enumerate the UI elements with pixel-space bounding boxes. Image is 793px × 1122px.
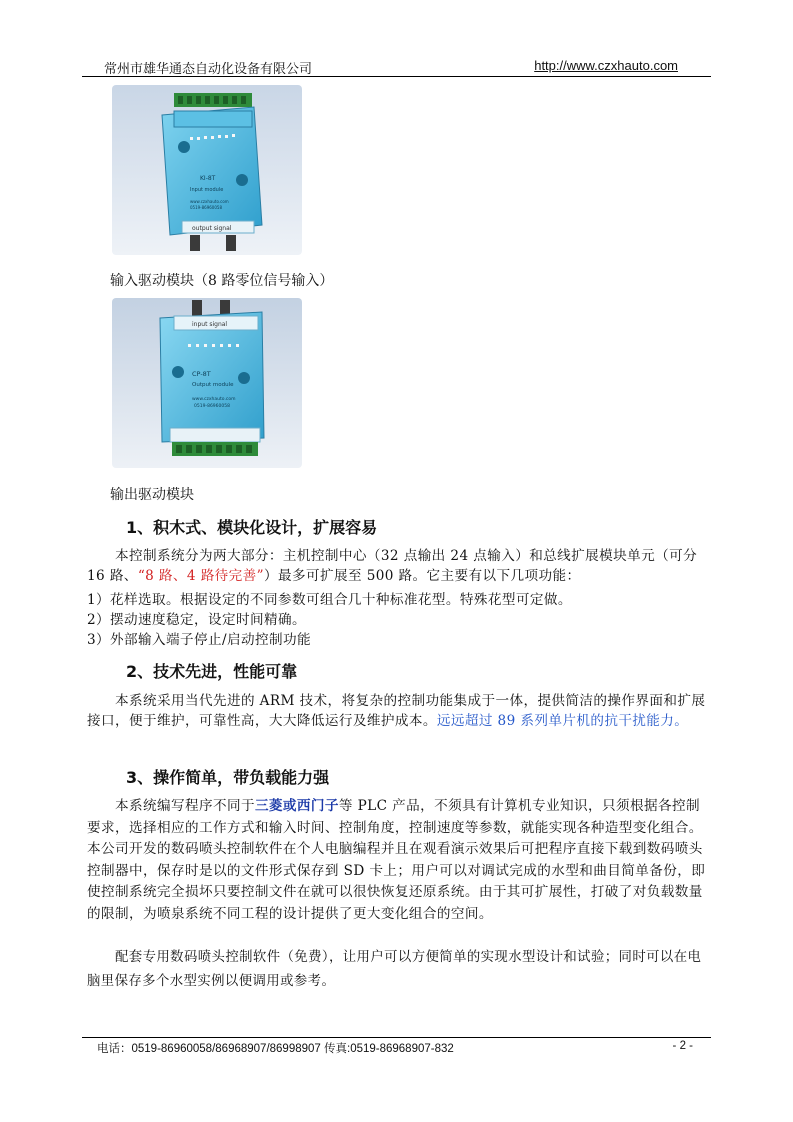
input-module-bottom-label: output signal [192,225,232,232]
output-module-photo [112,298,302,468]
section-3-text-brand: 三菱或西门子 [254,798,339,814]
section-2-paragraph [87,691,710,731]
header-divider [82,76,711,77]
section-3-paragraph-1 [87,796,710,925]
section-3-title: 3、操作简单，带负载能力强 [126,768,330,787]
output-module-phone: 0519-86960058 [194,404,230,409]
section-3-paragraph-2 [87,946,710,994]
footer-contact: 电话：0519-86960058/86968907/86998907 传真:0519-86968907-832 [97,1043,454,1055]
output-module-caption: 输出驱动模块 [110,487,194,503]
section-1-paragraph [87,546,710,586]
input-module-top-label: Input module [190,187,224,193]
section-1-list-item: 2）摆动速度稳定，设定时间精确。 [87,612,306,628]
section-1-list-item: 1）花样选取。根据设定的不同参数可组合几十种标准花型。特殊花型可定做。 [87,592,572,608]
section-3-text-b: 等 PLC 产品，不须具有计算机专业知识，只须根据各控制要求，选择相应的工作方式和输入时间、控制角度，控制速度等参数，就能实现各种造型变化组合。本公司开发的数码喷头控制软件在个人电脑编程并且在观看演示效果后可把程序直接下载到数码喷头控制器中，保存时是以的文件形式保存到 SD 卡上；用户可以对调试完成的水型和曲目简单备份，即使控制系统完全损坏只要控制文件在就可以很快恢复还原系统。由于其可扩展性，打破了对负载数量的限制，为喷泉系统不同工程的设计提供了更大变化组合的空间。 [87,798,706,922]
output-module-model: CP-8T [192,370,211,378]
header-url-link[interactable]: http://www.czxhauto.com [534,58,678,73]
footer-divider [82,1037,711,1038]
section-3-text-c: 配套专用数码喷头控制软件（免费），让用户可以方便简单的实现水型设计和试验；同时可以在电脑里保存多个水型实例以便调用或参考。 [87,950,702,989]
section-2-title: 2、技术先进，性能可靠 [126,662,298,681]
section-1-text-b: ）最多可扩展至 500 路。它主要有以下几项功能： [264,568,581,584]
input-module-caption: 输入驱动模块（8 路零位信号输入） [110,273,334,289]
footer-page-number: - 2 - [672,1040,693,1052]
input-module-model: KI-8T [200,175,216,182]
header-company: 常州市雄华通态自动化设备有限公司 [104,62,313,77]
input-module-phone: 0519-86960058 [190,205,222,210]
output-module-sub-label: Output module [192,382,234,388]
section-1-text-red: “8 路、4 路待完善” [137,568,265,584]
section-2-text-a: 本系统采用当代先进的 ARM 技术，将复杂的控制功能集成于一体，提供简洁的操作界面和扩展接口，便于维护，可靠性高，大大降低运行及维护成本。 [87,693,706,729]
section-1-list-item: 3）外部输入端子停止/启动控制功能 [87,632,311,648]
input-module-photo [112,85,302,255]
section-2-text-blue: 远远超过 89 系列单片机的抗干扰能力。 [436,713,689,729]
section-1-title: 1、积木式、模块化设计，扩展容易 [126,518,378,537]
section-1-text-a: 本控制系统分为两大部分：主机控制中心（32 点输出 24 点输入）和总线扩展模块单元（可分 16 路、 [87,548,698,584]
output-module-top-label: input signal [192,321,228,328]
output-module-web: www.czxhauto.com [192,397,236,402]
section-3-text-a: 本系统编写程序不同于 [115,798,255,814]
input-module-web: www.czxhauto.com [190,199,229,204]
